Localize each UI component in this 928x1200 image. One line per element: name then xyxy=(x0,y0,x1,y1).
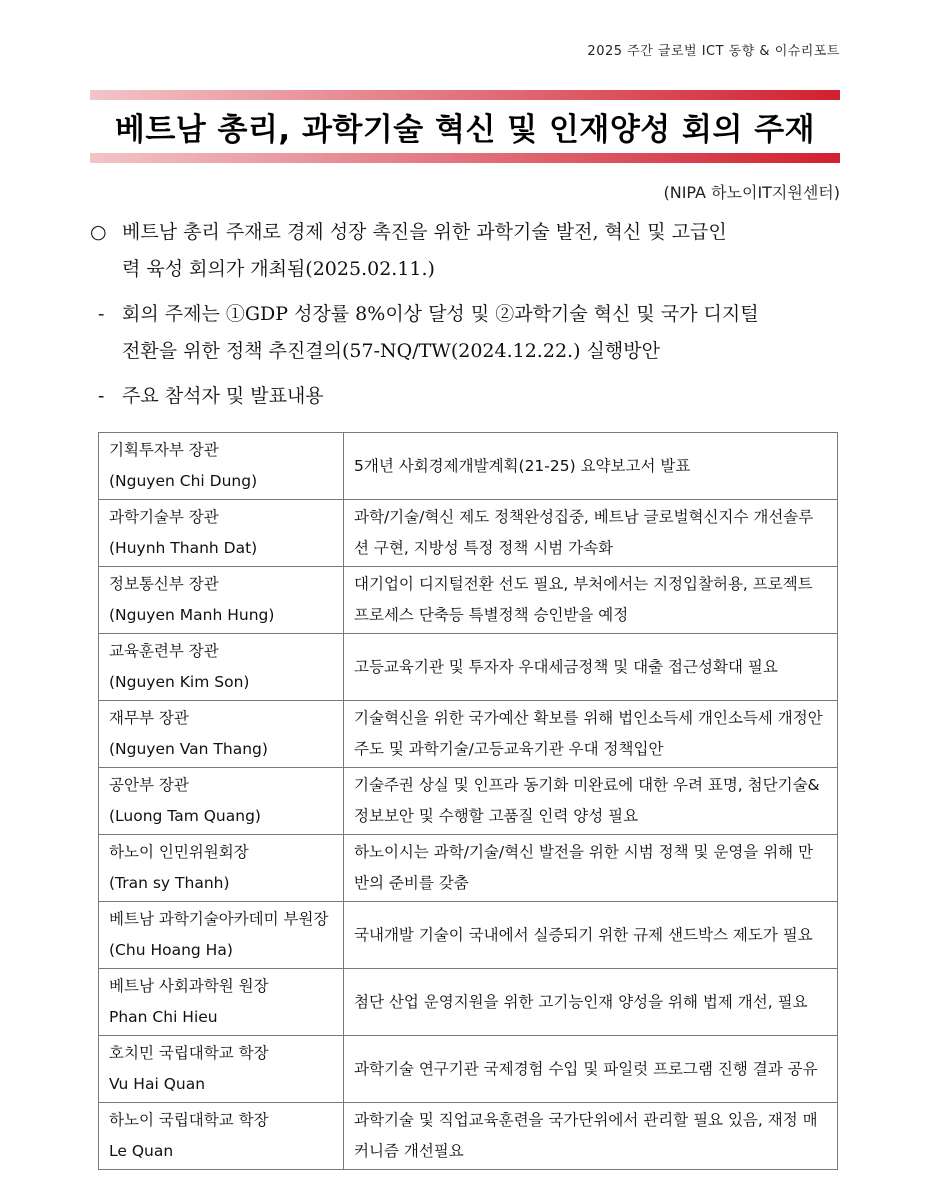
attendee-name: (Chu Hoang Ha) xyxy=(109,941,233,959)
attendee-title: 베트남 사회과학원 원장 xyxy=(109,977,269,995)
attendee-name: (Nguyen Van Thang) xyxy=(109,740,268,758)
table-row xyxy=(99,902,838,969)
attendee-name: (Tran sy Thanh) xyxy=(109,874,230,892)
attendee-name: (Nguyen Manh Hung) xyxy=(109,606,275,624)
attendee-name: Phan Chi Hieu xyxy=(109,1008,218,1026)
attendee-name: (Luong Tam Quang) xyxy=(109,807,261,825)
page-title: 베트남 총리, 과학기술 혁신 및 인재양성 회의 주재 xyxy=(114,111,816,148)
attendee-cell xyxy=(99,969,344,1036)
paragraph-line: 력 육성 회의가 개최됨(2025.02.11.) xyxy=(122,258,435,280)
attendee-name: Vu Hai Quan xyxy=(109,1075,206,1093)
table-row xyxy=(99,1103,838,1170)
attendee-cell xyxy=(99,500,344,567)
presentation-summary: 하노이시는 과학/기술/혁신 발전을 위한 시범 정책 및 운영을 위해 만반의 준비를 갖춤 xyxy=(344,835,838,902)
presentation-summary: 대기업이 디지털전환 선도 필요, 부처에서는 지정입찰허용, 프로젝트 프로세스 단축등 특별정책 승인받을 예정 xyxy=(344,567,838,634)
attendee-cell xyxy=(99,1036,344,1103)
circle-bullet: ○ xyxy=(90,221,107,243)
attendee-title: 기획투자부 장관 xyxy=(109,441,219,459)
presentation-summary: 고등교육기관 및 투자자 우대세금정책 및 대출 접근성확대 필요 xyxy=(344,634,838,701)
paragraph-meeting-topic xyxy=(90,296,842,370)
table-row xyxy=(99,701,838,768)
title-bottom-bar xyxy=(90,153,840,163)
attendee-cell xyxy=(99,433,344,500)
presentation-summary: 기술혁신을 위한 국가예산 확보를 위해 법인소득세 개인소득세 개정안 주도 및 과학기술/고등교육기관 우대 정책입안 xyxy=(344,701,838,768)
attendee-name: (Huynh Thanh Dat) xyxy=(109,539,258,557)
table-row xyxy=(99,433,838,500)
table-row xyxy=(99,835,838,902)
attendee-title: 교육훈련부 장관 xyxy=(109,642,219,660)
attendee-cell xyxy=(99,701,344,768)
paragraph-line: 베트남 총리 주재로 경제 성장 촉진을 위한 과학기술 발전, 혁신 및 고급인 xyxy=(122,221,727,243)
attendee-name: (Nguyen Chi Dung) xyxy=(109,472,258,490)
title-top-bar xyxy=(90,90,840,100)
report-series-label: 2025 주간 글로벌 ICT 동향 & 이슈리포트 xyxy=(587,44,840,59)
presentation-summary: 과학기술 연구기관 국제경험 수입 및 파일럿 프로그램 진행 결과 공유 xyxy=(344,1036,838,1103)
paragraph-line: 회의 주제는 ①GDP 성장률 8%이상 달성 및 ②과학기술 혁신 및 국가 디지털 xyxy=(122,303,759,325)
presentation-summary: 기술주권 상실 및 인프라 동기화 미완료에 대한 우려 표명, 첨단기술&정보보안 및 수행할 고품질 인력 양성 필요 xyxy=(344,768,838,835)
dash-bullet: - xyxy=(98,303,105,325)
table-row xyxy=(99,500,838,567)
attendee-cell xyxy=(99,768,344,835)
table-row xyxy=(99,1036,838,1103)
table-row xyxy=(99,768,838,835)
table-row xyxy=(99,634,838,701)
presentation-summary: 과학/기술/혁신 제도 정책완성집중, 베트남 글로벌혁신지수 개선솔루션 구현, 지방성 특정 정책 시범 가속화 xyxy=(344,500,838,567)
attendee-title: 과학기술부 장관 xyxy=(109,508,219,526)
paragraph-meeting-overview xyxy=(90,214,842,288)
presentation-summary: 첨단 산업 운영지원을 위한 고기능인재 양성을 위해 법제 개선, 필요 xyxy=(344,969,838,1036)
paragraph-line: 주요 참석자 및 발표내용 xyxy=(122,385,324,407)
attendee-cell xyxy=(99,1103,344,1170)
attendee-cell xyxy=(99,634,344,701)
attendee-name: Le Quan xyxy=(109,1142,174,1160)
source-label: (NIPA 하노이IT지원센터) xyxy=(663,183,840,202)
attendee-title: 공안부 장관 xyxy=(109,776,189,794)
attendee-title: 베트남 과학기술아카데미 부원장 xyxy=(109,910,329,928)
attendee-cell xyxy=(99,902,344,969)
dash-bullet: - xyxy=(98,385,105,407)
paragraph-line: 전환을 위한 정책 추진결의(57-NQ/TW(2024.12.22.) 실행방안 xyxy=(122,340,660,362)
attendee-cell xyxy=(99,567,344,634)
attendee-title: 재무부 장관 xyxy=(109,709,189,727)
paragraph-attendees-heading xyxy=(90,378,842,415)
attendee-title: 하노이 인민위원회장 xyxy=(109,843,249,861)
attendee-title: 호치민 국립대학교 학장 xyxy=(109,1044,269,1062)
presentation-summary: 국내개발 기술이 국내에서 실증되기 위한 규제 샌드박스 제도가 필요 xyxy=(344,902,838,969)
presentation-summary: 과학기술 및 직업교육훈련을 국가단위에서 관리할 필요 있음, 재정 매커니즘 개선필요 xyxy=(344,1103,838,1170)
attendee-name: (Nguyen Kim Son) xyxy=(109,673,250,691)
attendee-title: 정보통신부 장관 xyxy=(109,575,219,593)
attendees-table xyxy=(98,432,838,1170)
attendee-cell xyxy=(99,835,344,902)
table-row xyxy=(99,567,838,634)
presentation-summary: 5개년 사회경제개발계획(21-25) 요약보고서 발표 xyxy=(344,433,838,500)
table-row xyxy=(99,969,838,1036)
attendee-title: 하노이 국립대학교 학장 xyxy=(109,1111,269,1129)
